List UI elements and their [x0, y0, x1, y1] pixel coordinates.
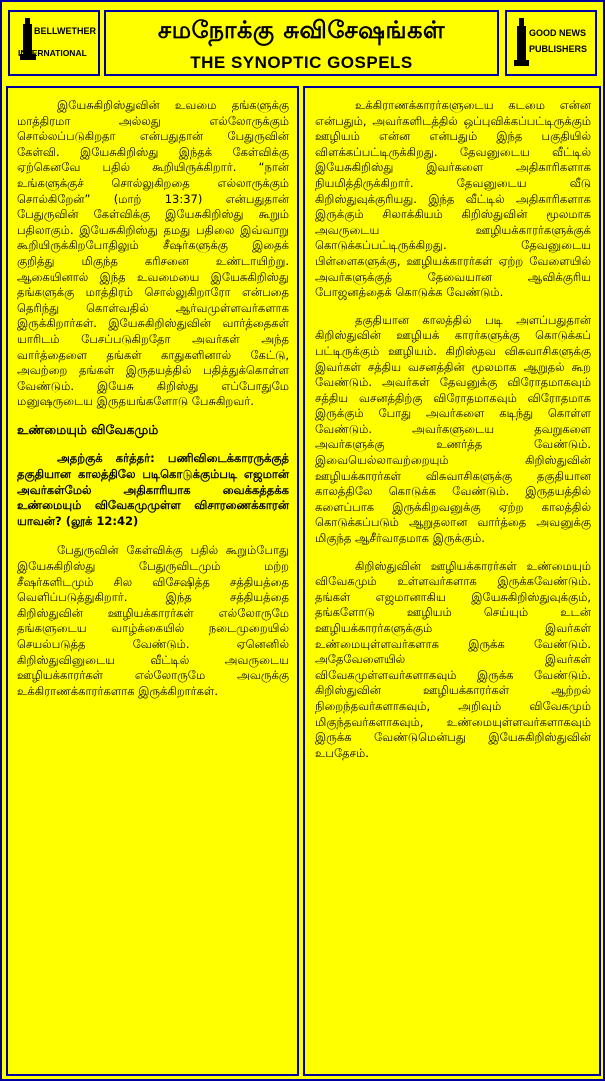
bellwether-logo	[8, 10, 100, 76]
right-column	[303, 86, 601, 1076]
left-paragraph-1: இயேசுகிறிஸ்துவின் உவமை தங்களுக்கு மாத்திரமா அல்லது எல்லோருக்கும் சொல்லப்படுகிறதா என்பதுதான் பேதுருவின் கேள்வி. இயேசுகிறிஸ்து இந்தக் கேள்விக்கு ஏற்கெனவே பதில் கூறியிருக்கிறார். “நான் உங்களுக்குச் சொல்லுகிறதை எல்லாருக்கும் சொல்கிறேன்” (மாற் 13:37) என்பதுதான் பேதுருவின் கேள்விக்கு இயேசுகிறிஸ்து கூறும் பதிலாகும். இயேசுகிறிஸ்து தமது பதிலை இவ்வாறு கூறியிருக்கிறபோதிலும் சீஷர்களுக்கு இதைக் குறித்து மிகுந்த கரிசனை உண்டாயிற்று. ஆகையினால் இந்த உவமையை இயேசுகிறிஸ்து தங்களுக்கு மாத்திரம் சொல்லுகிறாரோ என்பதை தெரிந்து கொள்வதில் ஆர்வமுள்ளவர்களாக இருக்கிறார்கள். இயேசுகிறிஸ்துவின் வார்த்தைகள் யாரிடம் பேசப்படுகிறதோ அவர்கள் அந்த வார்த்தைளை தங்கள் காதுகளினால் கேட்டு, அவற்றை தங்கள் இருதயத்தில் பதித்துக்கொள்ள வேண்டும். இயேசு கிறிஸ்து எப்போதுமே மனுஷருடைய இருதயங்களோடு பேசுகிறவர்.	[17, 98, 289, 409]
left-column	[6, 86, 299, 1076]
title-box	[104, 10, 499, 76]
good-news-figure-icon	[513, 18, 531, 68]
header	[4, 4, 601, 80]
right-paragraph-1: உக்கிராணக்காரர்களுடைய கடமை என்ன என்பதும், அவர்களிடத்தில் ஒப்புவிக்கப்பட்டிருக்கும் ஊழியம் என்ன என்பதும் இந்த பகுதியில் விளக்கப்பட்டிருக்கிறது. தேவனுடைய வீட்டில் இயேசுகிறிஸ்து இவர்களை அதிகாரிகளாக நியமித்திருக்கிறார். தேவனுடைய வீடு கிறிஸ்துவுக்குரியது. இந்த வீட்டில் அதிகாரிகளாக இருக்கும் சிலாக்கியம் கிறிஸ்துவின் மூலமாக அவருடைய ஊழியக்காரர்களுக்குக் கொடுக்கப்பட்டிருக்கிறது. தேவனுடைய பிள்ளைகளுக்கு, ஊழியக்காரர்கள் ஏற்ற வேளையில் அவர்களுக்குத் தேவையான ஆவிக்குரிய போஜனத்தைக் கொடுக்க வேண்டும்.	[315, 98, 591, 300]
logo-left-line2: INTERNATIONAL	[18, 48, 87, 58]
section-heading: உண்மையும் விவேகமும்	[17, 421, 159, 437]
left-paragraph-2: பேதுருவின் கேள்விக்கு பதில் கூறும்போது இயேசுகிறிஸ்து பேதுருவிடமும் மற்ற சீஷர்களிடமும் சில விசேஷித்த சத்தியத்தை வெளிப்படுத்துகிறார். இந்த சத்தியத்தை கிறிஸ்துவின் ஊழியக்காரர்கள் எல்லோருமே தங்களுடைய வாழ்க்கையில் நடைமுறையில் செயல்படுத்த வேண்டும். ஏனெனில் கிறிஸ்துவினுடைய வீட்டில் அவருடைய ஊழியக்காரர்கள் எல்லோருமே அவருக்கு உக்கிராணக்காரர்களாக இருக்கிறார்கள்.	[17, 543, 289, 698]
logo-right-line1: GOOD NEWS	[529, 28, 587, 38]
good-news-logo	[505, 10, 597, 76]
logo-right-line2: PUBLISHERS	[529, 44, 588, 54]
page-title-english: THE SYNOPTIC GOSPELS	[190, 53, 413, 72]
scripture-verse: அதற்குக் கர்த்தர்: பணிவிடைக்காரருக்குத் தகுதியான காலத்திலே படிகொடுக்கும்படி எஜமான் அவர்கள்மேல் அதிகாரியாக வைக்கத்தக்க உண்மையும் விவேகமுமுள்ள விசாரணைக்காரன் யாவன்? (லூக் 12:42)	[17, 451, 289, 528]
right-paragraph-3: கிறிஸ்துவின் ஊழியக்காரர்கள் உண்மையும் விவேகமும் உள்ளவர்களாக இருக்கவேண்டும். தங்கள் எஜமானாகிய இயேசுகிறிஸ்துவுக்கும், தங்களோடு ஊழியம் செய்யும் உடன் ஊழியக்காரர்களுக்கும் இவர்கள் உண்மையுள்ளவர்களாக இருக்க வேண்டும். அதேவேளையில் இவர்கள் விவேகமுள்ளவர்களாகவும் இருக்க வேண்டும். கிறிஸ்துவின் ஊழியக்காரர்கள் ஆற்றல் நிறைந்தவர்களாகவும், அறிவும் விவேகமும் மிகுந்தவர்களாகவும், உண்மையுள்ளவர்களாகவும் இருக்க வேண்டுமென்பது இயேசுகிறிஸ்துவின் உபதேசம்.	[315, 558, 591, 760]
right-paragraph-2: தகுதியான காலத்தில் படி அளப்பதுதான் கிறிஸ்துவின் ஊழியக் காரர்களுக்கு கொடுக்கப் பட்டிருக்கும் ஊழியம். கிறிஸ்தவ விசுவாசிகளுக்கு இவர்கள் சத்திய வசனத்தின் மூலமாக ஆறுதல் கூற வேண்டும். அவர்கள் தேவனுக்கு விரோதமாகவும் சத்திய வசனத்திற்கு விரோதமாகவும் விரோதமாக இருக்கும் போது அவர்களை கடிந்து கொள்ள வேண்டும். அவர்களுடைய தவறுகளை அவர்களுக்கு உணர்த்த வேண்டும். இவையெல்லாவற்றையும் கிறிஸ்துவின் ஊழியக்காரர்கள் விசுவாசிகளுக்கு தகுதியான காலத்திலே கொடுக்க வேண்டும். இருதயத்தில் களைப்பாக இருக்கிறவனுக்கு ஏற்ற காலத்தில் கொடுக்கப்படும் ஆறுதலான வார்த்தை அவனுக்கு மிகுந்த ஆசீர்வாதமாக இருக்கும்.	[315, 312, 591, 546]
page-title-tamil: சமநோக்கு சுவிசேஷங்கள்	[157, 16, 446, 44]
logo-left-line1: BELLWETHER	[34, 26, 96, 36]
